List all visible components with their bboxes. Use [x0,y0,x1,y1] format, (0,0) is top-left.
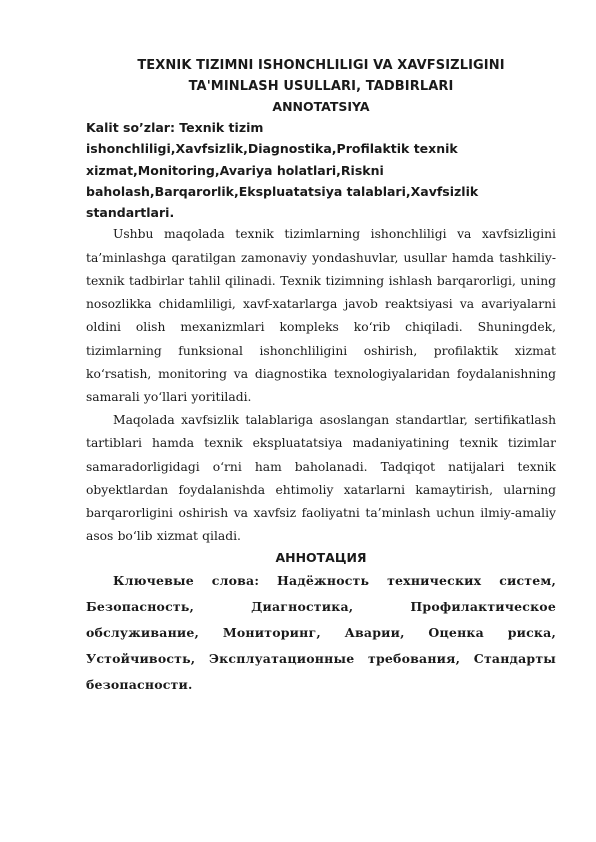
annotation-heading-uz: ANNOTATSIYA [272,99,370,114]
annotation-heading-ru: АННОТАЦИЯ [275,550,367,566]
keywords-ru: Ключевые слова: Надёжность технических систем, Безопасность, Диагностика, Профилактическое обслуживание, Мониторинг, Аварии, Оценка риска, Устойчивость, Эксплуатационные требования, Стандарты безопасности. [86,573,556,693]
keywords-uz: Kalit so’zlar: Texnik tizim ishonchliligi,Xavfsizlik,Diagnostika,Profilaktik texnik xizmat,Monitoring,Avariya holatlari,Riskni baholash,Barqarorlik,Ekspluatatsiya talablari,Xavfsizlik standartlari. [86,120,479,221]
paper-title-line-2: TA'MINLASH USULLARI, TADBIRLARI [188,79,454,94]
paper-page [86,55,556,698]
paper-title-line-1: TEXNIK TIZIMNI ISHONCHLILIGI VA XAVFSIZLIGINI [137,58,505,73]
abstract-paragraph-2: Maqolada xavfsizlik talablariga asoslangan standartlar, sertifikatlash tartiblari hamda texnik ekspluatatsiya madaniyatining texnik tizimlar samaradorligidagi o‘rni ham baholanadi. Tadqiqot natijalari texnik obyektlardan foydalanishda ehtimoliy xatarlarni kamaytirish, ularning barqarorligini oshirish va xavfsiz faoliyatni ta’minlash uchun ilmiy-amaliy asos bo‘lib xizmat qiladi. [86,413,556,544]
paper-title [86,55,556,97]
abstract-paragraph-1: Ushbu maqolada texnik tizimlarning ishonchliligi va xavfsizligini ta’minlashga qaratilgan zamonaviy yondashuvlar, usullar hamda tashkiliy-texnik tadbirlar tahlil qilinadi. Texnik tizimning ishlash barqarorligi, uning nosozlikka chidamliligi, xavf-xatarlarga javob reaktsiyasi va avariyalarni oldini olish mexanizmlari kompleks ko‘rib chiqiladi. Shuningdek, tizimlarning funksional ishonchliligini oshirish, profilaktik xizmat ko‘rsatish, monitoring va diagnostika texnologiyalaridan foydalanishning samarali yo‘llari yoritiladi. [86,227,556,404]
